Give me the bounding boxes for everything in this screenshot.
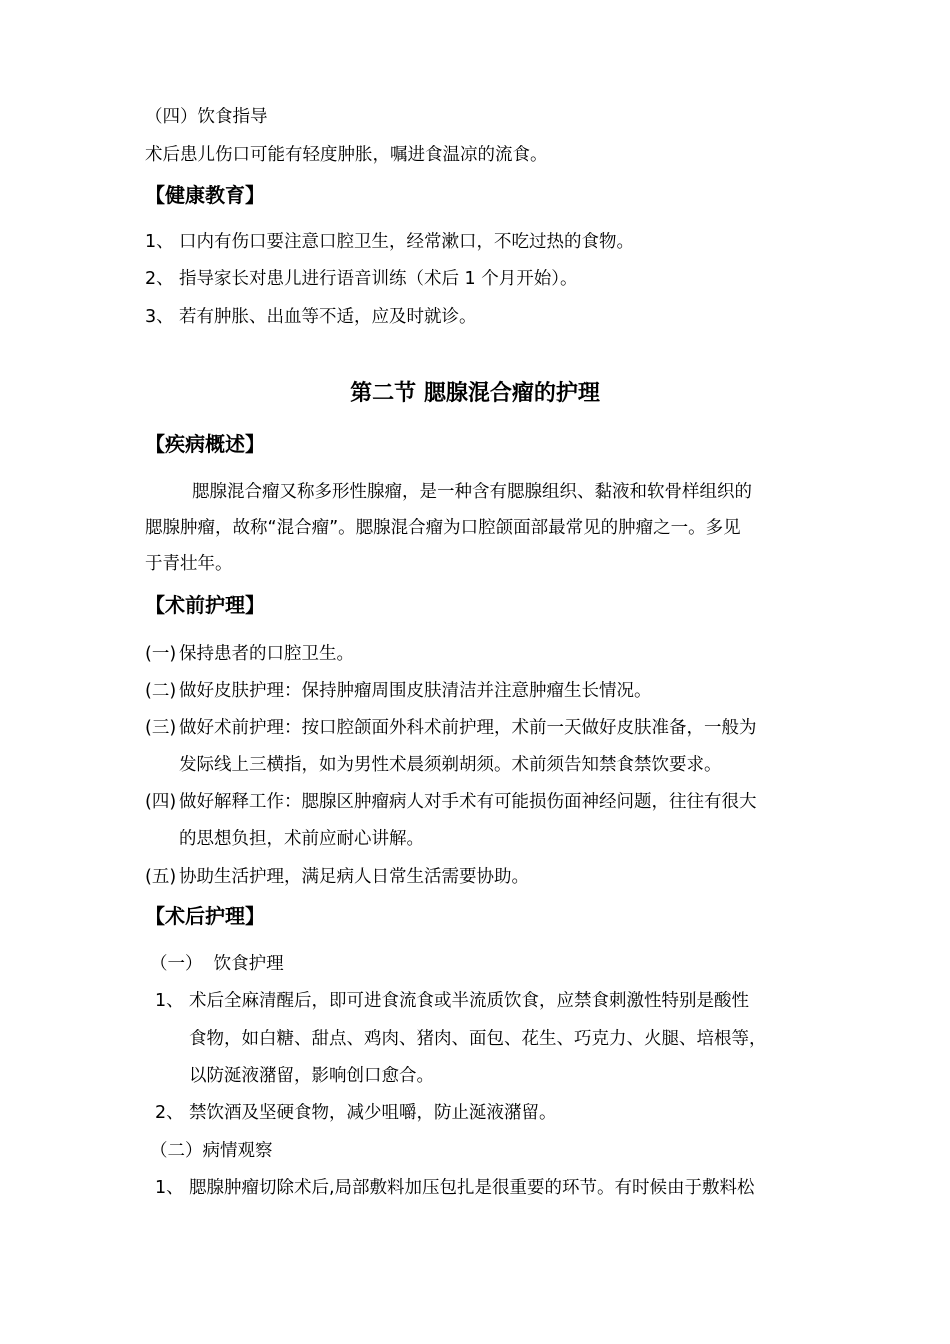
item-number: (四) — [145, 792, 177, 812]
item-number: 3、 — [145, 307, 174, 327]
item-number: (五) — [145, 867, 177, 887]
item-text: 腮腺肿瘤切除术后,局部敷料加压包扎是很重要的环节。有时候由于敷料松 — [189, 1178, 755, 1198]
item-number: 1、 — [145, 232, 174, 252]
list-item — [145, 790, 757, 814]
list-item — [145, 267, 578, 291]
overview-line: 腮腺肿瘤，故称“混合瘤”。腮腺混合瘤为口腔颌面部最常见的肿瘤之一。多见 — [145, 518, 741, 538]
postop-sub2-heading: （二）病情观察 — [150, 1141, 273, 1161]
item-text: 保持患者的口腔卫生。 — [179, 644, 354, 664]
item-text: 做好皮肤护理：保持肿瘤周围皮肤清洁并注意肿瘤生长情况。 — [179, 681, 652, 701]
overview-line: 腮腺混合瘤又称多形性腺瘤，是一种含有腮腺组织、黏液和软骨样组织的 — [192, 482, 752, 502]
list-item — [145, 305, 477, 329]
item-text: 协助生活护理，满足病人日常生活需要协助。 — [179, 867, 529, 887]
item-text: 指导家长对患儿进行语音训练（术后 1 个月开始）。 — [179, 269, 578, 289]
postop-heading: 【术后护理】 — [145, 904, 265, 928]
item-text-continued: 食物，如白糖、甜点、鸡肉、猪肉、面包、花生、巧克力、火腿、培根等， — [189, 1029, 767, 1049]
diet-guide-heading: （四）饮食指导 — [145, 107, 268, 127]
item-number: 2、 — [155, 1103, 184, 1123]
list-item — [145, 865, 529, 889]
list-item — [155, 1176, 755, 1200]
item-number: 1、 — [155, 991, 184, 1011]
list-item — [145, 716, 757, 740]
section-title: 第二节 腮腺混合瘤的护理 — [350, 381, 600, 406]
item-number: 2、 — [145, 269, 174, 289]
item-text: 若有肿胀、出血等不适，应及时就诊。 — [179, 307, 477, 327]
list-item — [155, 1101, 557, 1125]
item-text: 术后全麻清醒后，即可进食流食或半流质饮食，应禁食刺激性特别是酸性 — [189, 991, 749, 1011]
item-text-continued: 的思想负担，术前应耐心讲解。 — [179, 829, 424, 849]
diet-guide-text: 术后患儿伤口可能有轻度肿胀，嘱进食温凉的流食。 — [145, 145, 548, 165]
item-text-continued: 以防涎液潴留，影响创口愈合。 — [189, 1066, 434, 1086]
postop-sub1-heading: （一） 饮食护理 — [150, 954, 284, 974]
list-item — [145, 230, 634, 254]
overview-heading: 【疾病概述】 — [145, 432, 265, 456]
item-text: 做好术前护理：按口腔颌面外科术前护理，术前一天做好皮肤准备，一般为 — [179, 718, 757, 738]
preop-heading: 【术前护理】 — [145, 593, 265, 617]
item-number: 1、 — [155, 1178, 184, 1198]
item-number: (三) — [145, 718, 177, 738]
item-number: (一) — [145, 644, 177, 664]
item-text: 口内有伤口要注意口腔卫生，经常漱口，不吃过热的食物。 — [179, 232, 634, 252]
list-item — [145, 679, 652, 703]
health-education-heading: 【健康教育】 — [145, 183, 265, 207]
item-number: (二) — [145, 681, 177, 701]
overview-line: 于青壮年。 — [145, 554, 233, 574]
list-item — [155, 989, 749, 1013]
item-text: 禁饮酒及坚硬食物，减少咀嚼，防止涎液潴留。 — [189, 1103, 557, 1123]
item-text-continued: 发际线上三横指，如为男性术晨须剃胡须。术前须告知禁食禁饮要求。 — [179, 755, 722, 775]
list-item — [145, 642, 354, 666]
item-text: 做好解释工作：腮腺区肿瘤病人对手术有可能损伤面神经问题，往往有很大 — [179, 792, 757, 812]
